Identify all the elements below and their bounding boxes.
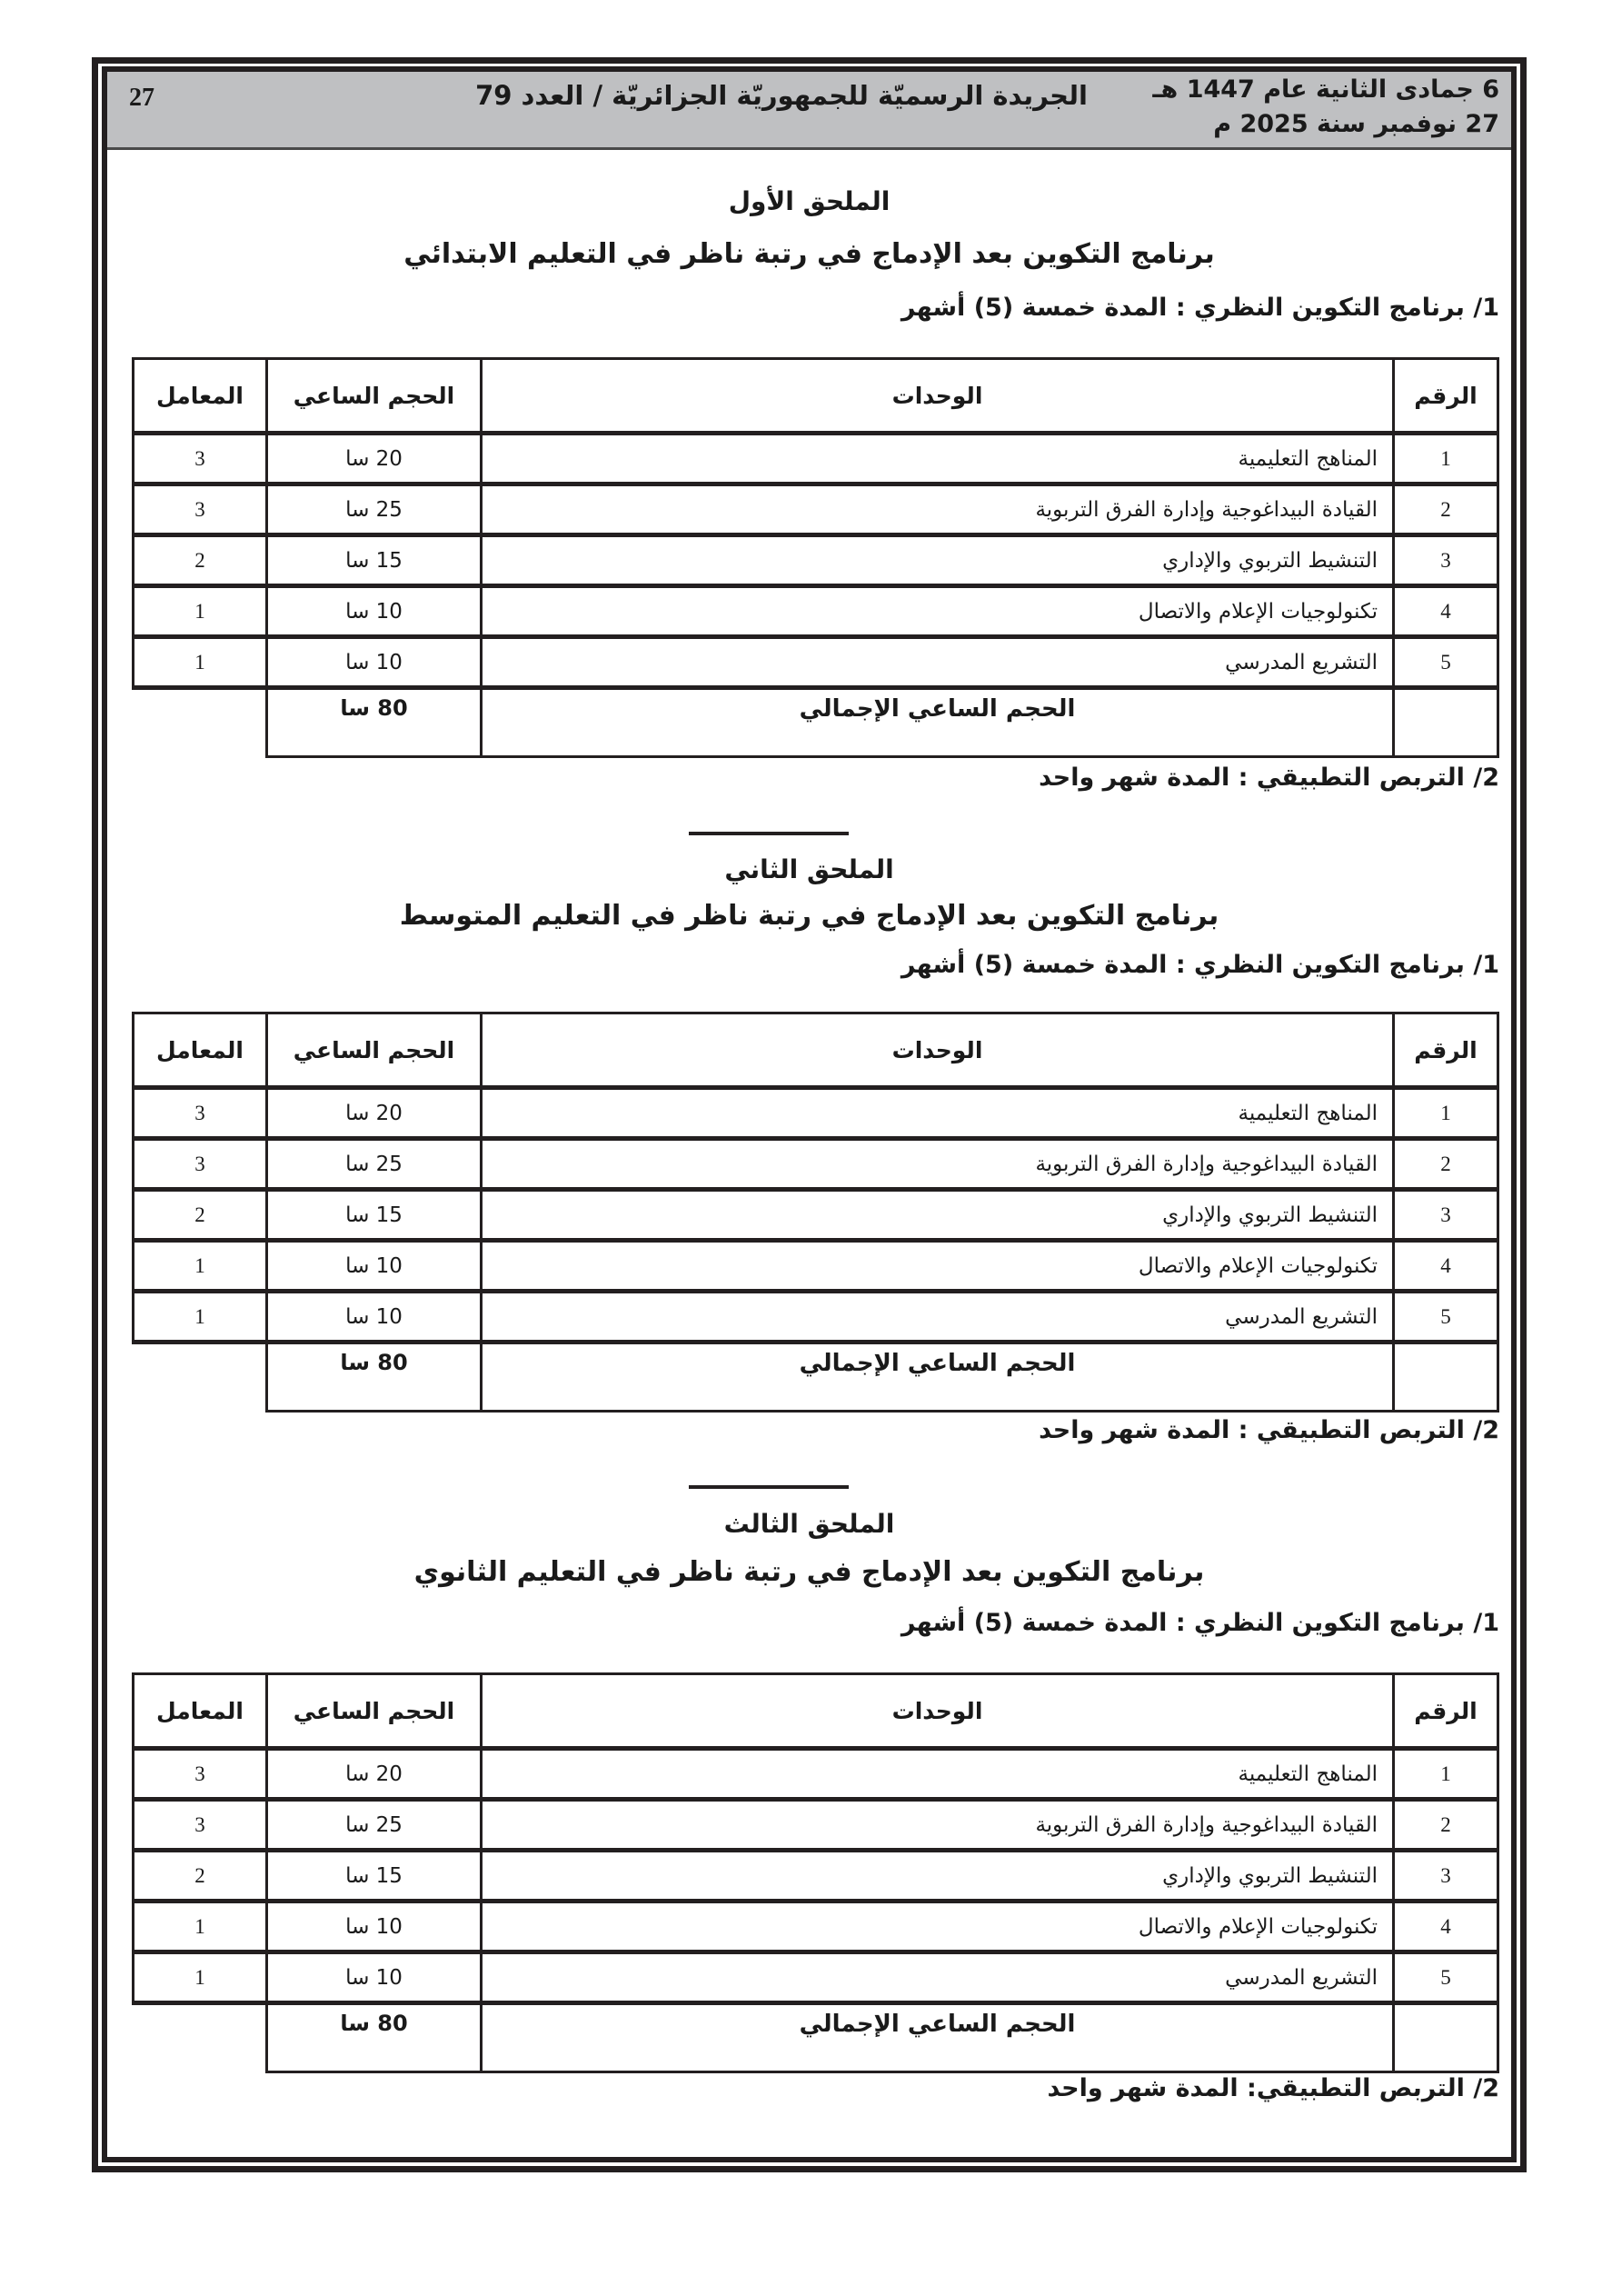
- unit-name: التنشيط التربوي والإداري: [482, 1851, 1394, 1902]
- table-row: [134, 1088, 1498, 1139]
- column-header-hours: الحجم الساعي: [267, 1013, 482, 1088]
- column-header-units: الوحدات: [482, 1013, 1394, 1088]
- coefficient-value: 3: [134, 1749, 267, 1800]
- row-number: 2: [1394, 1800, 1498, 1851]
- column-header-hours: الحجم الساعي: [267, 359, 482, 434]
- total-number-cell: [1394, 688, 1498, 757]
- hours-value: 25 سا: [267, 484, 482, 535]
- theory-program-line: 1/ برنامج التكوين النظري : المدة خمسة (5) أشهر: [901, 951, 1499, 979]
- date-hijri: 6 جمادى الثانية عام 1447 هـ: [1152, 75, 1499, 104]
- hours-value: 20 سا: [267, 1749, 482, 1800]
- coefficient-value: 1: [134, 586, 267, 637]
- row-number: 2: [1394, 1139, 1498, 1190]
- total-number-cell: [1394, 1343, 1498, 1412]
- unit-name: تكنولوجيات الإعلام والاتصال: [482, 586, 1394, 637]
- table-row: [134, 1952, 1498, 2003]
- table-row: [134, 1902, 1498, 1952]
- program-table: [132, 357, 1499, 758]
- row-number: 5: [1394, 1952, 1498, 2003]
- table-header-row: [134, 359, 1498, 434]
- hours-value: 10 سا: [267, 637, 482, 688]
- coefficient-value: 2: [134, 1851, 267, 1902]
- coefficient-value: 1: [134, 1902, 267, 1952]
- unit-name: القيادة البيداغوجية وإدارة الفرق التربوية: [482, 484, 1394, 535]
- table-row: [134, 586, 1498, 637]
- hours-value: 20 سا: [267, 434, 482, 484]
- coefficient-value: 2: [134, 535, 267, 586]
- program-title: برنامج التكوين بعد الإدماج في رتبة ناظر في التعليم المتوسط: [399, 900, 1219, 932]
- date-gregorian: 27 نوفمبر سنة 2025 م: [1213, 110, 1499, 138]
- row-number: 4: [1394, 1902, 1498, 1952]
- unit-name: المناهج التعليمية: [482, 1088, 1394, 1139]
- total-label: الحجم الساعي الإجمالي: [482, 688, 1394, 757]
- practical-internship-line: 2/ التربص التطبيقي : المدة شهر واحد: [1039, 764, 1499, 792]
- total-coefficient-blank: [134, 1343, 267, 1412]
- hours-value: 15 سا: [267, 1190, 482, 1241]
- section-separator: [689, 832, 849, 835]
- row-number: 3: [1394, 1851, 1498, 1902]
- table-row: [134, 1190, 1498, 1241]
- column-header-number: الرقم: [1394, 1674, 1498, 1749]
- hours-value: 10 سا: [267, 1952, 482, 2003]
- table-row: [134, 1749, 1498, 1800]
- gazette-title: الجريدة الرسميّة للجمهوريّة الجزائريّة / العدد 79: [475, 80, 1088, 111]
- table-header-row: [134, 1674, 1498, 1749]
- column-header-number: الرقم: [1394, 1013, 1498, 1088]
- total-label: الحجم الساعي الإجمالي: [482, 1343, 1394, 1412]
- total-label: الحجم الساعي الإجمالي: [482, 2003, 1394, 2072]
- unit-name: القيادة البيداغوجية وإدارة الفرق التربوية: [482, 1139, 1394, 1190]
- coefficient-value: 3: [134, 1088, 267, 1139]
- row-number: 4: [1394, 586, 1498, 637]
- row-number: 4: [1394, 1241, 1498, 1292]
- table-row: [134, 535, 1498, 586]
- coefficient-value: 3: [134, 1139, 267, 1190]
- total-hours: 80 سا: [267, 2003, 482, 2072]
- annex-title: الملحق الأول: [728, 186, 891, 216]
- row-number: 1: [1394, 1088, 1498, 1139]
- table-header-row: [134, 1013, 1498, 1088]
- hours-value: 25 سا: [267, 1800, 482, 1851]
- total-coefficient-blank: [134, 2003, 267, 2072]
- hours-value: 10 سا: [267, 586, 482, 637]
- issue-date: [1152, 73, 1499, 142]
- hours-value: 25 سا: [267, 1139, 482, 1190]
- table-total-row: [134, 2003, 1498, 2072]
- table-row: [134, 484, 1498, 535]
- table-row: [134, 1292, 1498, 1343]
- page-number: 27: [129, 84, 154, 112]
- section-separator: [689, 1485, 849, 1489]
- program-table: [132, 1672, 1499, 2073]
- table-total-row: [134, 1343, 1498, 1412]
- row-number: 2: [1394, 484, 1498, 535]
- unit-name: التشريع المدرسي: [482, 1952, 1394, 2003]
- hours-value: 10 سا: [267, 1292, 482, 1343]
- unit-name: المناهج التعليمية: [482, 434, 1394, 484]
- hours-value: 15 سا: [267, 535, 482, 586]
- total-hours: 80 سا: [267, 688, 482, 757]
- hours-value: 15 سا: [267, 1851, 482, 1902]
- column-header-coefficient: المعامل: [134, 1013, 267, 1088]
- table-row: [134, 434, 1498, 484]
- unit-name: التشريع المدرسي: [482, 637, 1394, 688]
- coefficient-value: 3: [134, 484, 267, 535]
- total-coefficient-blank: [134, 688, 267, 757]
- unit-name: المناهج التعليمية: [482, 1749, 1394, 1800]
- coefficient-value: 1: [134, 1952, 267, 2003]
- coefficient-value: 2: [134, 1190, 267, 1241]
- table-total-row: [134, 688, 1498, 757]
- coefficient-value: 1: [134, 1292, 267, 1343]
- total-hours: 80 سا: [267, 1343, 482, 1412]
- unit-name: القيادة البيداغوجية وإدارة الفرق التربوية: [482, 1800, 1394, 1851]
- coefficient-value: 3: [134, 434, 267, 484]
- table-row: [134, 1800, 1498, 1851]
- row-number: 3: [1394, 535, 1498, 586]
- program-table: [132, 1012, 1499, 1413]
- column-header-coefficient: المعامل: [134, 1674, 267, 1749]
- table-row: [134, 1139, 1498, 1190]
- column-header-units: الوحدات: [482, 1674, 1394, 1749]
- annex-title: الملحق الثالث: [723, 1509, 895, 1539]
- column-header-coefficient: المعامل: [134, 359, 267, 434]
- column-header-number: الرقم: [1394, 359, 1498, 434]
- table-row: [134, 1241, 1498, 1292]
- coefficient-value: 1: [134, 637, 267, 688]
- practical-internship-line: 2/ التربص التطبيقي: المدة شهر واحد: [1047, 2074, 1499, 2102]
- coefficient-value: 1: [134, 1241, 267, 1292]
- total-number-cell: [1394, 2003, 1498, 2072]
- theory-program-line: 1/ برنامج التكوين النظري : المدة خمسة (5) أشهر: [901, 1609, 1499, 1637]
- row-number: 1: [1394, 1749, 1498, 1800]
- unit-name: التشريع المدرسي: [482, 1292, 1394, 1343]
- unit-name: التنشيط التربوي والإداري: [482, 535, 1394, 586]
- unit-name: تكنولوجيات الإعلام والاتصال: [482, 1902, 1394, 1952]
- practical-internship-line: 2/ التربص التطبيقي : المدة شهر واحد: [1039, 1416, 1499, 1444]
- hours-value: 10 سا: [267, 1902, 482, 1952]
- row-number: 3: [1394, 1190, 1498, 1241]
- unit-name: التنشيط التربوي والإداري: [482, 1190, 1394, 1241]
- row-number: 5: [1394, 637, 1498, 688]
- hours-value: 10 سا: [267, 1241, 482, 1292]
- row-number: 5: [1394, 1292, 1498, 1343]
- theory-program-line: 1/ برنامج التكوين النظري : المدة خمسة (5) أشهر: [901, 294, 1499, 322]
- coefficient-value: 3: [134, 1800, 267, 1851]
- table-row: [134, 637, 1498, 688]
- annex-title: الملحق الثاني: [724, 854, 894, 884]
- row-number: 1: [1394, 434, 1498, 484]
- table-row: [134, 1851, 1498, 1902]
- unit-name: تكنولوجيات الإعلام والاتصال: [482, 1241, 1394, 1292]
- hours-value: 20 سا: [267, 1088, 482, 1139]
- column-header-units: الوحدات: [482, 359, 1394, 434]
- program-title: برنامج التكوين بعد الإدماج في رتبة ناظر في التعليم الثانوي: [413, 1556, 1205, 1588]
- column-header-hours: الحجم الساعي: [267, 1674, 482, 1749]
- program-title: برنامج التكوين بعد الإدماج في رتبة ناظر في التعليم الابتدائي: [403, 238, 1215, 270]
